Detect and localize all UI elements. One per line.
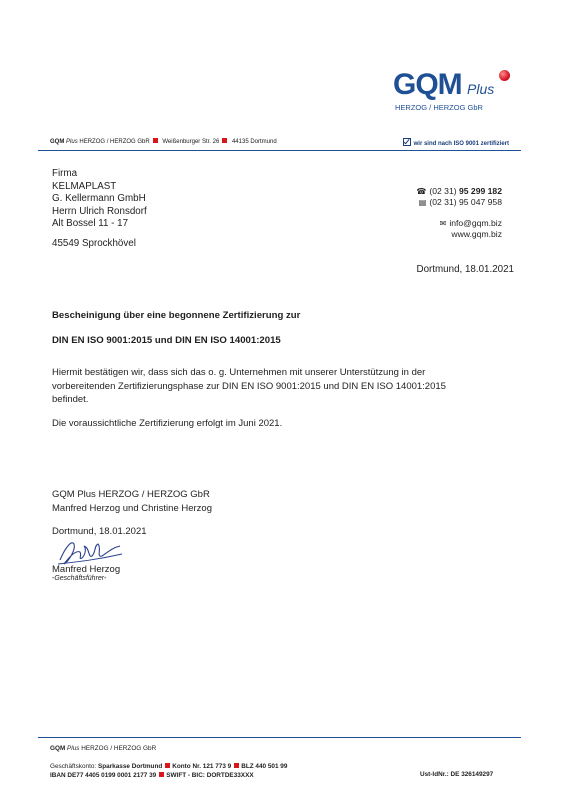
letterhead-bar	[50, 138, 521, 150]
fax-icon: ▤	[418, 198, 427, 207]
vat-id: Ust-IdNr.: DE 326149297	[420, 771, 494, 778]
header-city: 44135 Dortmund	[231, 139, 277, 145]
address-line: Herrn Ulrich Ronsdorf	[52, 205, 147, 217]
signer-name: Manfred Herzog	[52, 564, 121, 575]
recipient-address	[52, 168, 147, 231]
fax-number: (02 31) 95 047 958	[429, 197, 502, 207]
signer-role: -Geschäftsführer-	[52, 575, 107, 582]
mail-icon: ✉	[439, 219, 447, 228]
phone-prefix: (02 31)	[429, 186, 457, 196]
signature-date: Dortmund, 18.01.2021	[52, 526, 147, 537]
logo-subtitle: HERZOG / HERZOG GbR	[395, 103, 483, 112]
footer-brand: GQM Plus HERZOG / HERZOG GbR	[50, 745, 157, 752]
header-divider	[38, 150, 521, 151]
subject-line-1: Bescheinigung über eine begonnene Zertifizierung zur	[52, 310, 301, 321]
company-logo	[393, 70, 523, 116]
body-paragraph-1: Hiermit bestätigen wir, dass sich das o. g. Unternehmen mit unserer Unterstützung in der vorbereitenden Zertifizierungsphase zur DIN EN ISO 9001:2015 und DIN EN ISO 14001:2015 befindet.	[52, 367, 446, 405]
red-square-icon	[222, 138, 227, 143]
header-brand: GQM	[50, 139, 65, 145]
letter-date: Dortmund, 18.01.2021	[416, 264, 514, 275]
logo-wordmark: GQM	[393, 68, 462, 101]
red-square-icon	[159, 772, 164, 777]
iso-note: wir sind nach ISO 9001 zertifiziert	[403, 138, 509, 147]
address-line: Alt Bossel 11 - 17	[52, 218, 129, 230]
konto: Konto Nr. 121 773 9	[172, 763, 232, 770]
red-square-icon	[153, 138, 158, 143]
website[interactable]: www.gqm.biz	[451, 229, 502, 239]
red-square-icon	[234, 763, 239, 768]
address-line: Firma	[52, 168, 78, 179]
swift: SWIFT - BIC: DORTDE33XXX	[166, 772, 254, 779]
iban: IBAN DE77 4405 0199 0001 2177 39	[50, 772, 157, 779]
bank-name: Sparkasse Dortmund	[97, 763, 163, 770]
address-line: KELMAPLAST	[52, 180, 117, 192]
red-square-icon	[165, 763, 170, 768]
header-company: HERZOG / HERZOG GbR	[79, 139, 150, 145]
closing-names: Manfred Herzog und Christine Herzog	[52, 503, 212, 514]
logo-dot-icon	[499, 70, 510, 81]
recipient-city: 45549 Sprockhövel	[52, 238, 136, 249]
blz: BLZ 440 501 99	[241, 763, 288, 770]
header-street: Weißenburger Str. 26	[162, 139, 220, 145]
checkbox-icon	[403, 138, 411, 146]
subject-line-2: DIN EN ISO 9001:2015 und DIN EN ISO 14001:2015	[52, 335, 281, 346]
header-brand-plus: Plus	[66, 139, 78, 145]
email[interactable]: info@gqm.biz	[449, 218, 502, 228]
closing-block	[52, 488, 212, 516]
closing-company: GQM Plus HERZOG / HERZOG GbR	[52, 489, 210, 500]
logo-plus: Plus	[467, 81, 495, 97]
footer-bank	[50, 762, 287, 780]
contact-block	[416, 186, 502, 240]
phone-number: 95 299 182	[458, 186, 502, 196]
footer-divider	[38, 737, 521, 738]
address-line: G. Kellermann GmbH	[52, 193, 146, 205]
account-label: Geschäftskonto:	[50, 763, 97, 770]
phone-icon: ☎	[416, 187, 427, 196]
body-paragraph-2: Die voraussichtliche Zertifizierung erfolgt im Juni 2021.	[52, 418, 283, 429]
